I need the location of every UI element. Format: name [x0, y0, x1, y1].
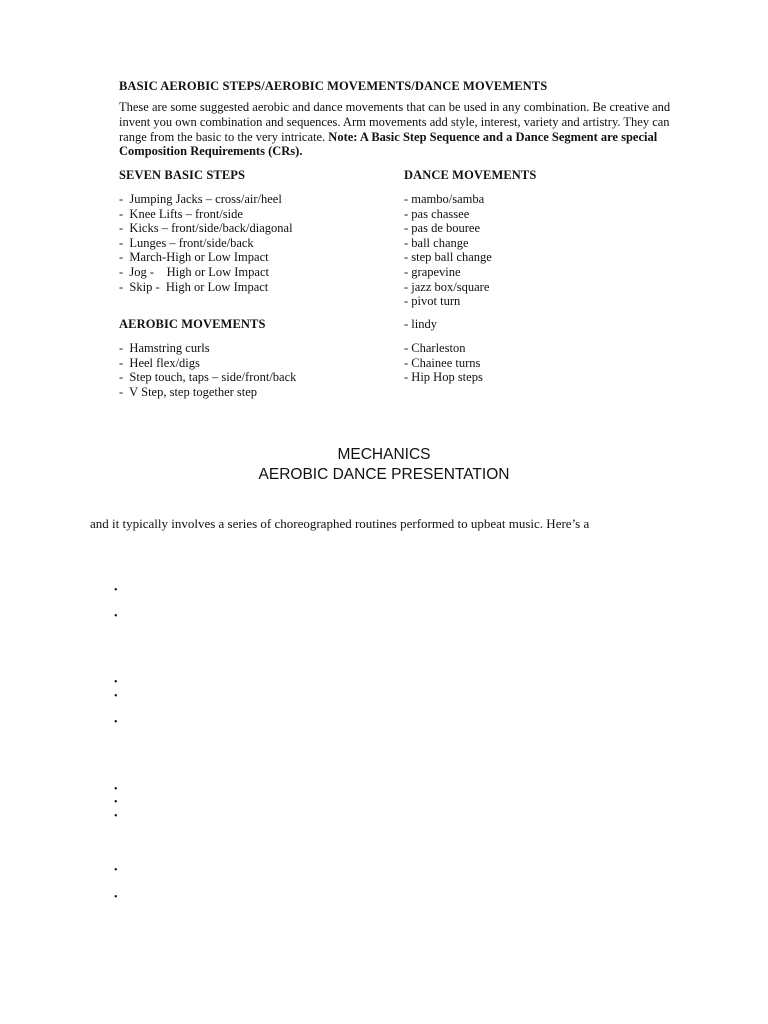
list-item: - Jog - High or Low Impact — [119, 264, 269, 279]
list-item: - V Step, step together step — [119, 384, 258, 399]
dance-heading: DANCE MOVEMENTS — [404, 168, 537, 182]
list-item: - Knee Lifts – front/side — [119, 206, 243, 221]
intro-paragraph — [119, 100, 679, 159]
list-item: - Charleston — [404, 341, 466, 355]
list-item: - Kicks – front/side/back/diagonal — [119, 221, 293, 236]
bullet-icon — [114, 812, 122, 822]
list-item: - Heel flex/digs — [119, 355, 200, 370]
list-item: - ball change — [404, 235, 469, 250]
list-item: - March-High or Low Impact — [119, 250, 269, 265]
seven-basic-heading: SEVEN BASIC STEPS — [119, 168, 246, 182]
list-item: - Lunges – front/side/back — [119, 235, 254, 250]
mechanics-title: MECHANICS — [337, 446, 431, 463]
aerobic-heading: AEROBIC MOVEMENTS — [119, 317, 266, 331]
intro-note: Note: A Basic Step Sequence and a Dance Segment are special Composition Requirements (CRs). — [119, 129, 658, 159]
seven-basic-list — [119, 192, 293, 294]
presentation-title: AEROBIC DANCE PRESENTATION — [258, 466, 510, 483]
bullet-icon — [114, 612, 122, 622]
list-item: - Hamstring curls — [119, 341, 210, 355]
dance-list-extra — [404, 341, 483, 385]
list-item: - pas chassee — [404, 206, 470, 221]
dance-list-lindy — [404, 317, 437, 332]
list-item: - Step touch, taps – side/front/back — [119, 370, 297, 385]
body-text: and it typically involves a series of choreographed routines performed to upbeat music. Here’s a — [90, 516, 590, 531]
list-item: - mambo/samba — [404, 192, 485, 206]
bullet-icon — [114, 718, 122, 728]
bullet-icon — [114, 586, 122, 596]
bullet-icon — [114, 893, 122, 903]
list-item: - Chainee turns — [404, 355, 481, 370]
bullet-icon — [114, 678, 122, 688]
list-item: - step ball change — [404, 250, 492, 265]
aerobic-list — [119, 341, 296, 399]
list-item: - Hip Hop steps — [404, 370, 483, 385]
list-item: - grapevine — [404, 264, 461, 279]
list-item: - pas de bouree — [404, 221, 481, 236]
list-item: - lindy — [404, 317, 437, 331]
list-item: - Jumping Jacks – cross/air/heel — [119, 192, 282, 206]
bullet-icon — [114, 798, 122, 808]
bullet-icon — [114, 785, 122, 795]
bullet-icon — [114, 692, 122, 702]
list-item: - pivot turn — [404, 294, 461, 309]
list-item: - Skip - High or Low Impact — [119, 279, 269, 294]
bullet-icon — [114, 866, 122, 876]
list-item: - jazz box/square — [404, 279, 490, 294]
document-title: BASIC AEROBIC STEPS/AEROBIC MOVEMENTS/DANCE MOVEMENTS — [119, 79, 548, 93]
intro-text: These are some suggested aerobic and dance movements that can be used in any combination. Be creative and invent you own combination and sequences. Arm movements add style, interest, variety and artistry. They can range from the basic to the very intricate. — [119, 100, 671, 144]
dance-list — [404, 192, 492, 309]
